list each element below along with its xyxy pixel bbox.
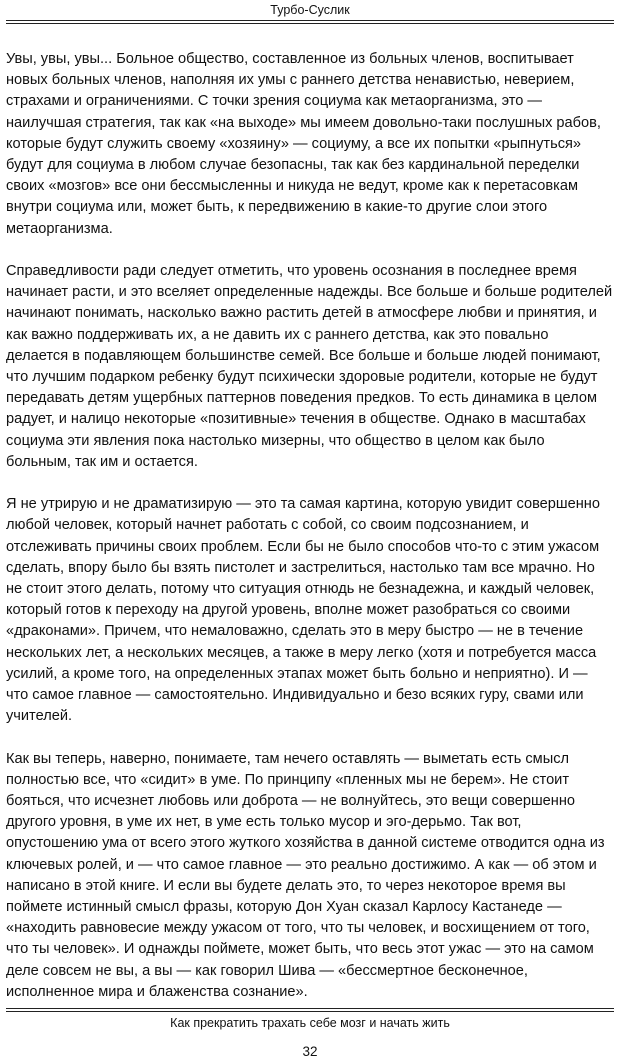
footer-divider: [6, 1008, 614, 1012]
page-number: 32: [302, 1044, 318, 1059]
running-header: Турбо-Суслик: [270, 3, 350, 17]
body-text: [6, 49, 613, 1024]
paragraph: Как вы теперь, наверно, понимаете, там нечего оставлять — выметать есть смысл полностью все, что «сидит» в уме. По принципу «пленных мы не берем». Не стоит бояться, что исчезнет любовь или доброта — не волнуйтесь, это вещи совершенно другого уровня, в уме их нет, в уме есть только мусор и эго-дерьмо. Так вот, опустошению ума от всего этого жуткого хозяйства в данной системе отводится одна из ключевых ролей, и — что самое главное — это реально достижимо. А как — об этом и написано в этой книге. И если вы будете делать это, то через некоторое время вы поймете истинный смысл фразы, которую Дон Хуан сказал Карлосу Кастанеде — «находить равновесие между ужасом от того, что ты человек, и восхищением от того, что ты человек». И однажды поймете, может быть, что весь этот ужас — это на самом деле совсем не вы, а вы — как говорил Шива — «бессмертное бесконечное, исполненное мира и блаженства сознание».: [6, 750, 605, 1000]
paragraph: Увы, увы, увы... Больное общество, составленное из больных членов, воспитывает новых больных членов, наполняя их умы с раннего детства ненавистью, неверием, страхами и ограничениями. С точки зрения социума как метаорганизма, это — наилучшая стратегия, так как «на выходе» мы имеем довольно-таки послушных рабов, которые будут служить своему «хозяину» — социуму, а все их попытки «рыпнуться» будут для социума в любом случае безопасны, так как без кардинальной переделки своих «мозгов» все они бессмысленны и никуда не ведут, кроме как к перетасовкам внутри социума или, может быть, к передвижению в какие-то другие слои этого метаорганизма.: [6, 51, 601, 237]
paragraph: Я не утрирую и не драматизирую — это та самая картина, которую увидит совершенно любой человек, который начнет работать с собой, со своим подсознанием, и отслеживать причины своих проблем. Если бы не было способов что-то с этим ужасом сделать, впору было бы взять пистолет и застрелиться, настолько там все мрачно. Но не стоит этого делать, потому что ситуация отнюдь не безнадежна, и каждый человек, который готов к переходу на другой уровень, вполне может разобраться со своими «драконами». Причем, что немаловажно, сделать это в меру быстро — не в течение нескольких лет, а нескольких месяцев, а также в меру легко (хотя и потребуется масса усилий, а кроме того, на определенных этапах может быть больно и неприятно). И — что самое главное — самостоятельно. Индивидуально и безо всяких гуру, свами или учителей.: [6, 496, 600, 725]
paragraph: Справедливости ради следует отметить, что уровень осознания в последнее время начинает расти, и это вселяет определенные надежды. Все больше и больше родителей начинают понимать, насколько важно растить детей в атмосфере любви и принятия, и как важно поддерживать их, а не давить их с раннего детства, как это повально делается в подавляющем большинстве семей. Все больше и больше людей понимают, что лучшим подарком ребенку будут психически здоровые родители, которые не будут передавать детям ущербных паттернов поведения предков. То есть динамика в целом радует, и налицо некоторые «позитивные» течения в обществе. Однако в масштабах социума эти явления пока настолько мизерны, что общество в целом как было больным, так им и остается.: [6, 263, 613, 470]
header-divider: [6, 20, 614, 24]
running-footer: Как прекратить трахать себе мозг и начать жить: [170, 1016, 450, 1030]
